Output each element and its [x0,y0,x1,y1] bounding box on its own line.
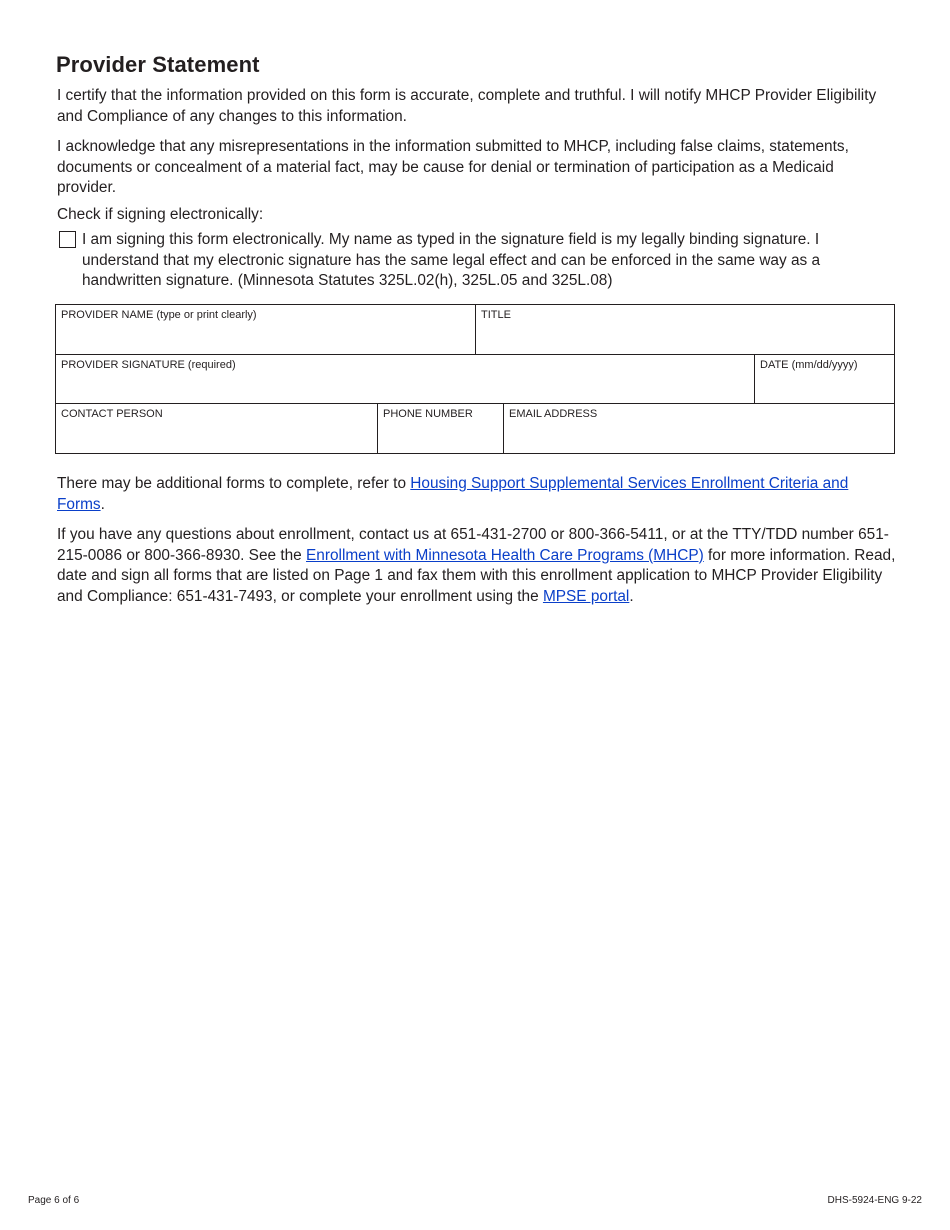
date-field[interactable] [755,355,894,404]
mpse-portal-link[interactable]: MPSE portal [542,587,630,605]
mhcp-enrollment-link[interactable]: Enrollment with Minnesota Health Care Programs (MHCP) [306,546,704,564]
questions-text-3: . [629,587,634,605]
provider-name-label: PROVIDER NAME (type or print clearly) [61,309,257,321]
certify-paragraph: I certify that the information provided on this form is accurate, complete and truthful. I will notify MHCP Provider Eligibility and Compliance of any changes to this information. [57,87,877,125]
esign-checkbox[interactable] [59,231,76,248]
title-label: TITLE [481,309,511,321]
form-id: DHS-5924-ENG 9-22 [827,1195,922,1206]
check-prompt: Check if signing electronically: [57,206,264,223]
provider-name-field[interactable] [56,305,476,355]
esign-statement: I am signing this form electronically. My name as typed in the signature field is my legally binding signature. I understand that my electronic signature has the same legal effect and can be enforced in the same way as a handwritten signature. (Minnesota Statutes 325L.02(h), 325L.05 and 325L.08) [82,231,821,289]
title-field[interactable] [476,305,894,355]
contact-person-label: CONTACT PERSON [61,408,163,420]
acknowledge-paragraph: I acknowledge that any misrepresentations in the information submitted to MHCP, including false claims, statements, documents or concealment of a material fact, may be cause for denial or termination of participation as a Medicaid provider. [57,138,849,196]
additional-forms-paragraph [57,474,897,515]
provider-info-table [55,304,895,454]
email-address-label: EMAIL ADDRESS [509,408,598,420]
housing-support-link[interactable]: Housing Support Supplemental Services Enrollment Criteria and Forms [57,475,849,513]
additional-forms-suffix: . [100,495,105,513]
questions-paragraph [57,525,897,607]
questions-text-2: for more information. Read, date and sign all forms that are listed on Page 1 and fax them with this enrollment application to MHCP Provider Eligibility and Compliance: 651-431-7493, or complete your enrollment using the [57,546,896,605]
questions-text-1: If you have any questions about enrollment, contact us at 651-431-2700 or 800-366-5411, or at the TTY/TDD number 651-215-0086 or 800-366-8930. See the [57,526,889,564]
section-title: Provider Statement [56,52,260,77]
phone-number-field[interactable] [378,404,504,453]
contact-person-field[interactable] [56,404,378,453]
phone-number-label: PHONE NUMBER [383,408,473,420]
provider-signature-field[interactable] [56,355,755,404]
email-address-field[interactable] [504,404,894,453]
date-label: DATE (mm/dd/yyyy) [760,359,858,371]
provider-signature-label: PROVIDER SIGNATURE (required) [61,359,236,371]
additional-forms-prefix: There may be additional forms to complete, refer to [57,475,411,492]
page-number: Page 6 of 6 [28,1195,80,1206]
